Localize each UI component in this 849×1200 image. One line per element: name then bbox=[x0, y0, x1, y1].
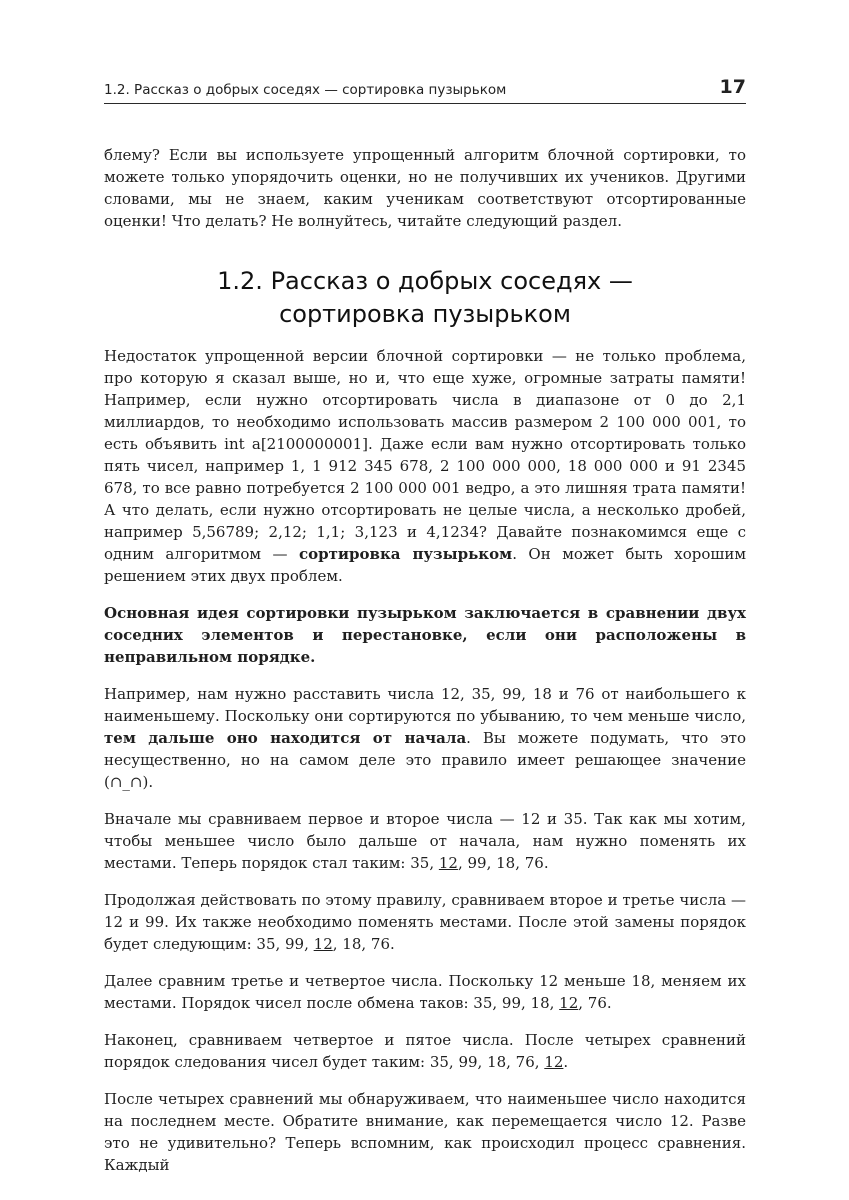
paragraph-example bbox=[104, 683, 746, 793]
paragraph-text: Вначале мы сравниваем первое и второе числа — 12 и 35. Так как мы хотим, чтобы меньшее число было дальше от начала, нам нужно поменять их местами. Теперь порядок стал таким: 35, bbox=[104, 810, 746, 872]
paragraph-key-idea bbox=[104, 602, 746, 668]
bold-phrase: тем дальше оно находится от начала bbox=[104, 729, 467, 747]
page-number: 17 bbox=[719, 76, 746, 98]
running-title: 1.2. Рассказ о добрых соседях — сортировка пузырьком bbox=[104, 82, 507, 98]
key-idea-text: Основная идея сортировки пузырьком заключается в сравнении двух соседних элементов и перестановке, если они расположены в неправильном порядке. bbox=[104, 604, 746, 666]
paragraph-text: . bbox=[563, 1053, 569, 1071]
paragraph-step-4 bbox=[104, 1029, 746, 1073]
bold-term: сортировка пузырьком bbox=[299, 545, 513, 563]
underlined-number: 12 bbox=[313, 935, 333, 953]
paragraph-text: , 99, 18, 76. bbox=[457, 854, 549, 872]
paragraph-step-3 bbox=[104, 970, 746, 1014]
paragraph-step-1 bbox=[104, 808, 746, 874]
paragraph-text: , 18, 76. bbox=[332, 935, 395, 953]
paragraph-text: Далее сравним третье и четвертое числа. Поскольку 12 меньше 18, меняем их местами. Порядок чисел после обмена таков: 35, 99, 18, bbox=[104, 972, 746, 1012]
paragraph-text: Например, нам нужно расставить числа 12, 35, 99, 18 и 76 от наибольшего к наименьшему. Поскольку они сортируются по убыванию, то чем меньше число, bbox=[104, 685, 746, 725]
paragraph-text: Продолжая действовать по этому правилу, сравниваем второе и третье числа — 12 и 99. Их также необходимо поменять местами. После этой замены порядок будет следующим: 35, 99, bbox=[104, 891, 746, 953]
paragraph-continued: блему? Если вы используете упрощенный алгоритм блочной сортировки, то можете только упорядочить оценки, но не получивших их учеников. Другими словами, мы не знаем, каким ученикам соответствуют отсортированные оценки! Что делать? Не волнуйтесь, читайте следующий раздел. bbox=[104, 146, 746, 230]
underlined-number: 12 bbox=[544, 1053, 564, 1071]
section-heading bbox=[104, 265, 746, 331]
paragraph-text: . Вы можете подумать, что это несущественно, но на самом деле это правило имеет решающее значение (∩_∩). bbox=[104, 729, 746, 791]
underlined-number: 12 bbox=[438, 854, 458, 872]
paragraph-intro bbox=[104, 345, 746, 587]
paragraph-step-2 bbox=[104, 889, 746, 955]
paragraph-text: Недостаток упрощенной версии блочной сортировки — не только проблема, про которую я сказал выше, но и, что еще хуже, огромные затраты памяти! Например, если нужно отсортировать числа в диапазоне от 0 до 2,1 миллиардов, то необходимо использовать массив размером 2 100 000 001, то есть объявить int a[2100000001]. Даже если вам нужно отсортировать только пять чисел, например 1, 1 912 345 678, 2 100 000 000, 18 000 000 и 91 2345 678, то все равно потребуется 2 100 000 001 ведро, а это лишняя трата памяти! А что делать, если нужно отсортировать не целые числа, а несколько дробей, например 5,56789; 2,12; 1,1; 3,123 и 4,1234? Давайте познакомимся еще с одним алгоритмом — bbox=[104, 347, 746, 563]
paragraph-conclusion: После четырех сравнений мы обнаруживаем, что наименьшее число находится на последнем месте. Обратите внимание, как перемещается число 12. Разве это не удивительно? Теперь вспомним, как происходил процесс сравнения. Каждый bbox=[104, 1090, 746, 1174]
section-heading-line-2: сортировка пузырьком bbox=[279, 300, 571, 328]
underlined-number: 12 bbox=[559, 994, 579, 1012]
running-header bbox=[104, 76, 746, 104]
paragraph-text: . Он может быть хорошим решением этих двух проблем. bbox=[104, 545, 747, 585]
paragraph-text: Наконец, сравниваем четвертое и пятое числа. После четырех сравнений порядок следования чисел будет таким: 35, 99, 18, 76, bbox=[104, 1031, 746, 1071]
section-heading-line-1: 1.2. Рассказ о добрых соседях — bbox=[217, 267, 633, 295]
page-body bbox=[104, 144, 746, 1191]
paragraph-text: , 76. bbox=[578, 994, 612, 1012]
